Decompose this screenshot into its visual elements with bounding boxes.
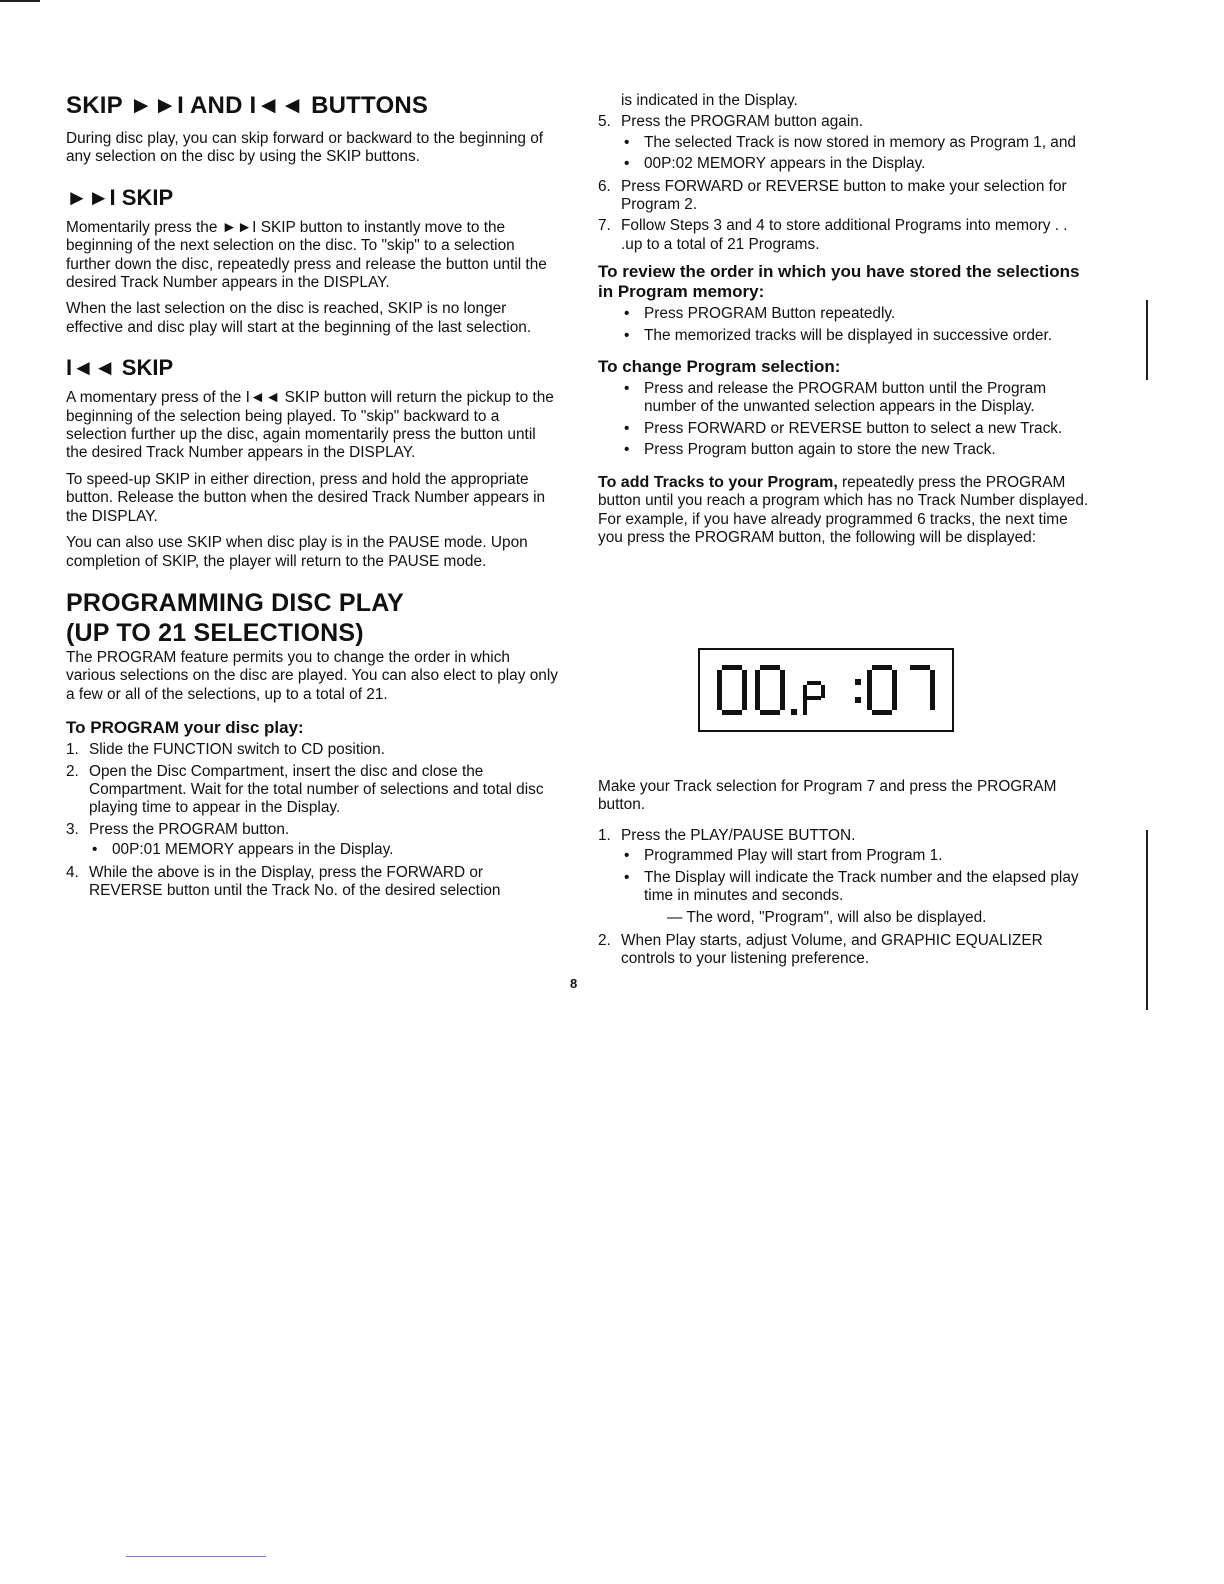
bullet-icon: •: [624, 441, 630, 459]
bullet-icon: •: [624, 868, 630, 886]
forward-skip-heading: ►►I SKIP: [66, 184, 174, 210]
change-program-heading: To change Program selection:: [598, 357, 841, 377]
bullet-text: 00P:01 MEMORY appears in the Display.: [112, 841, 394, 859]
step-number: 4.: [66, 863, 79, 881]
program-step: [66, 763, 558, 818]
bullet-icon: •: [624, 419, 630, 437]
skip-buttons-heading: SKIP ►►I AND I◄◄ BUTTONS: [66, 92, 429, 119]
add-tracks-paragraph: [598, 474, 1090, 548]
step-text: Open the Disc Compartment, insert the disc and close the Compartment. Wait for the total number of selections and total disc playing time to appear in the Display.: [89, 762, 544, 817]
back-skip-heading: I◄◄ SKIP: [66, 355, 174, 381]
step-text: When Play starts, adjust Volume, and GRAPHIC EQUALIZER controls to your listening preference.: [621, 931, 1043, 968]
lcd-segment: [722, 665, 742, 670]
forward-skip-section: [66, 185, 558, 337]
bullet-text: 00P:02 MEMORY appears in the Display.: [644, 155, 926, 173]
bullet-item: [598, 847, 1090, 865]
bullet-item: [598, 155, 1090, 173]
bullet-text: Press Program button again to store the new Track.: [644, 441, 996, 459]
page-number: 8: [570, 976, 578, 991]
lcd-segment: [892, 670, 897, 690]
bullet-icon: •: [624, 155, 630, 173]
bullet-text: Press FORWARD or REVERSE button to select a new Track.: [644, 419, 1063, 437]
lcd-segment: [872, 710, 892, 715]
lcd-segment: [742, 690, 747, 710]
forward-skip-paragraph-1: Momentarily press the ►►I SKIP button to instantly move to the beginning of the next selection on the disc. To "skip" to a selection further down the disc, repeatedly press and release the button until the desired Track Number appears in the DISPLAY.: [66, 218, 547, 292]
step-4-continuation: is indicated in the Display.: [621, 92, 798, 109]
bullet-item: [598, 869, 1090, 906]
lcd-segment: [930, 670, 935, 690]
skip-buttons-section: [66, 92, 558, 167]
lcd-segment: [717, 670, 722, 690]
bullet-icon: •: [624, 133, 630, 151]
program-word-note: — The word, "Program", will also be displayed.: [667, 909, 987, 927]
right-column-lower: [598, 778, 1090, 975]
programming-heading-line-2: (UP TO 21 SELECTIONS): [66, 618, 364, 647]
lcd-segment: [872, 665, 892, 670]
play-step: [598, 932, 1090, 969]
back-skip-paragraph-3: You can also use SKIP when disc play is in the PAUSE mode. Upon completion of SKIP, the player will return to the PAUSE mode.: [66, 534, 528, 570]
lcd-segment: [930, 690, 935, 710]
bullet-text: Programmed Play will start from Program 1.: [644, 847, 943, 865]
lcd-segment: [780, 670, 785, 690]
step-text: While the above is in the Display, press the FORWARD or REVERSE button until the Track No. of the desired selection: [89, 863, 501, 899]
to-program-heading: To PROGRAM your disc play:: [66, 718, 304, 738]
lcd-segment: [760, 665, 780, 670]
bullet-item: [598, 134, 1090, 152]
step-number: 2.: [66, 762, 79, 780]
step-text: Press the PROGRAM button.: [89, 820, 290, 838]
lcd-segment: [742, 670, 747, 690]
step-number: 7.: [598, 217, 611, 235]
bullet-item: [598, 380, 1090, 417]
program-step: [598, 217, 1090, 254]
bullet-icon: •: [624, 326, 630, 344]
play-steps-list: [598, 827, 1090, 969]
lcd-digits: [711, 658, 941, 722]
bullet-icon: •: [624, 380, 630, 398]
lcd-segment: [722, 710, 742, 715]
left-column: [66, 92, 558, 906]
skip-intro-text: During disc play, you can skip forward or backward to the beginning of any selection on the disc by using the SKIP buttons.: [66, 130, 544, 166]
add-tracks-lead: To add Tracks to your Program,: [598, 473, 838, 491]
lcd-segment: [807, 696, 821, 700]
scan-top-line: [0, 0, 40, 2]
bullet-icon: •: [92, 841, 98, 859]
bullet-item: [598, 327, 1090, 345]
step-text: Slide the FUNCTION switch to CD position.: [89, 741, 385, 759]
bullet-item: [598, 420, 1090, 438]
bullet-text: Press and release the PROGRAM button until the Program number of the unwanted selection appears in the Display.: [644, 380, 1047, 416]
program-step: [66, 821, 558, 860]
lcd-segment: [717, 690, 722, 710]
bullet-icon: •: [624, 305, 630, 323]
bullet-item: [598, 305, 1090, 323]
lcd-segment: [755, 670, 760, 690]
step-text: Press FORWARD or REVERSE button to make your selection for Program 2.: [621, 177, 1067, 214]
lcd-dot: [855, 697, 861, 703]
lcd-segment: [892, 690, 897, 710]
lcd-segment: [867, 690, 872, 710]
program-step: [598, 113, 1090, 173]
program-step: [66, 864, 558, 901]
step-text: Follow Steps 3 and 4 to store additional Programs into memory . . .up to a total of 21 Programs.: [621, 217, 1068, 253]
scan-bottom-line: [126, 1556, 266, 1557]
programming-heading-line-1: PROGRAMMING DISC PLAY: [66, 588, 405, 617]
right-column: [598, 92, 1090, 555]
bullet-item: [66, 841, 558, 859]
bullet-text: The selected Track is now stored in memory as Program 1, and: [644, 133, 1076, 151]
lcd-dot: [791, 709, 797, 715]
step-number: 1.: [598, 826, 611, 844]
step-number: 1.: [66, 741, 79, 759]
program-steps-continued: [598, 113, 1090, 254]
lcd-segment: [780, 690, 785, 710]
bullet-item: [598, 441, 1090, 459]
lcd-segment: [803, 685, 807, 698]
lcd-segment: [755, 690, 760, 710]
back-skip-paragraph-1: A momentary press of the I◄◄ SKIP button will return the pickup to the beginning of the selection being played. To "skip" backward to a selection further up the disc, again momentarily press the button until the desired Track Number appears in the DISPLAY.: [66, 389, 554, 462]
step-5-bullets: [598, 134, 1090, 174]
review-bullets: [598, 305, 1090, 345]
scan-edge-line: [1146, 300, 1148, 380]
lcd-display: [698, 648, 954, 732]
lcd-segment: [867, 670, 872, 690]
bullet-text: The Display will indicate the Track number and the elapsed play time in minutes and seconds.: [644, 868, 1079, 905]
bullet-text: The memorized tracks will be displayed in successive order.: [644, 326, 1053, 344]
forward-skip-paragraph-2: When the last selection on the disc is reached, SKIP is no longer effective and disc play will start at the beginning of the last selection.: [66, 300, 532, 336]
programming-intro: The PROGRAM feature permits you to change the order in which various selections on the disc are played. You can also elect to play only a few or all of the selections, up to a total of 21.: [66, 648, 558, 703]
review-heading: To review the order in which you have stored the selections in Program memory:: [598, 262, 1080, 302]
program-step: [66, 741, 558, 759]
step-text: Press the PLAY/PAUSE BUTTON.: [621, 826, 856, 844]
program-step: [598, 178, 1090, 215]
lcd-segment: [910, 665, 930, 670]
step-number: 2.: [598, 931, 611, 949]
back-skip-section: [66, 355, 558, 571]
lcd-segment: [821, 685, 825, 698]
bullet-text: Press PROGRAM Button repeatedly.: [644, 305, 896, 323]
scan-edge-line: [1146, 830, 1148, 1010]
step-number: 6.: [598, 177, 611, 195]
lcd-dot: [855, 679, 861, 685]
lcd-segment: [807, 681, 821, 685]
step-text: Press the PROGRAM button again.: [621, 113, 864, 131]
lcd-segment: [803, 698, 807, 715]
programming-section: [66, 589, 558, 900]
back-skip-paragraph-2: To speed-up SKIP in either direction, press and hold the appropriate button. Release the button when the desired Track Number appears in the DISPLAY.: [66, 470, 546, 525]
step-number: 5.: [598, 113, 611, 131]
bullet-icon: •: [624, 847, 630, 865]
play-step: [598, 827, 1090, 928]
program-steps-list: [66, 741, 558, 900]
make-selection-text: Make your Track selection for Program 7 and press the PROGRAM button.: [598, 778, 1057, 814]
step-number: 3.: [66, 820, 79, 838]
change-bullets: [598, 380, 1090, 460]
lcd-segment: [760, 710, 780, 715]
step-3-bullets: [66, 841, 558, 859]
play-bullets: [598, 847, 1090, 905]
add-tracks-text: repeatedly press the PROGRAM button until you reach a program which has no Track Number displayed. For example, if you have already programmed 6 tracks, the next time you press the PROGRAM button, the following will be displayed:: [598, 473, 1089, 546]
